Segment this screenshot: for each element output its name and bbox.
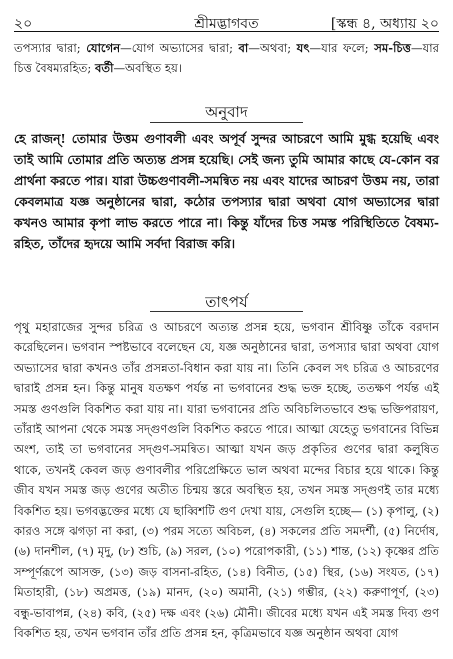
chapter-reference: [স্কন্ধ ৪, অধ্যায় ২০ [330, 16, 439, 32]
sanskrit-term: যোগেন [86, 41, 121, 55]
term-meaning: —অথবা; [248, 41, 297, 55]
term-meaning: —যার ফলে; [309, 41, 375, 55]
translation-text: হে রাজন্! তোমার উত্তম গুণাবলী এবং অপূর্ব সুন্দর আচরণে আমি মুগ্ধ হয়েছি এবং তাই আমি তোমার প্রতি অত্যন্ত প্রসন্ন হয়েছি। সেই জন্য তুমি আমার কাছে যে-কোন বর প্রার্থনা করতে পার। যারা উচ্চগুণাবলী-সমন্বিত নয় এবং যাদের আচরণ উত্তম নয়, তারা কেবলমাত্র যজ্ঞ অনুষ্ঠানের দ্বারা, কঠোর তপস্যার দ্বারা অথবা যোগ অভ্যাসের দ্বারা কখনও আমার কৃপা লাভ করতে পারে না। কিন্তু যাঁদের চিত্ত সমস্ত পরিস্থিতিতে বৈষম্য-রহিত, তাঁদের হৃদয়ে আমি সর্বদা বিরাজ করি। [14, 131, 439, 251]
translation-title: অনুবাদ [205, 103, 248, 121]
sanskrit-term: যৎ [296, 41, 310, 55]
term-meaning: —অবস্থিত হয়। [113, 61, 182, 75]
term-meaning: —যার চিত্ত বৈষম্যরহিত; [14, 41, 439, 75]
sanskrit-term: বা [238, 41, 249, 55]
word-meanings [14, 38, 439, 78]
page-number: ২০ [14, 16, 33, 32]
term-meaning: তপস্যার দ্বারা; [14, 41, 87, 55]
purport-title-underline [150, 311, 303, 312]
book-title: শ্রীমদ্ভাগবত [194, 16, 259, 32]
header-rule [14, 31, 439, 32]
translation-title-underline [150, 122, 303, 123]
purport-text: পৃথু মহারাজের সুন্দর চরিত্র ও আচরণে অত্যন্ত প্রসন্ন হয়ে, ভগবান শ্রীবিষ্ণু তাঁকে বরদান করেছিলেন। ভগবান স্পষ্টভাবে বলেছেন যে, যজ্ঞ অনুষ্ঠানের দ্বারা, তপস্যার দ্বারা অথবা যোগ অভ্যাসের দ্বারা কখনও তাঁর প্রসন্নতা-বিধান করা যায় না। তিনি কেবল সৎ চরিত্র ও আচরণের দ্বারাই প্রসন্ন হন। কিন্তু মানুষ যতক্ষণ পর্যন্ত না ভগবানের শুদ্ধ ভক্ত হচ্ছে, ততক্ষণ পর্যন্ত এই সমস্ত গুণগুলি বিকশিত করা যায় না। যারা ভগবানের প্রতি অবিচলিতভাবে শুদ্ধ ভক্তিপরায়ণ, তাঁরাই আপনা থেকে সমস্ত সদ্‌গুণগুলি বিকশিত করতে পারে। আত্মা যেহেতু ভগবানের বিভিন্ন অংশ, তাই তা ভগবানের সদ্‌গুণ-সমন্বিত। আত্মা যখন জড় প্রকৃতির গুণের দ্বারা কলুষিত থাকে, তখনই কেবল জড় গুণাবলীর পরিপ্রেক্ষিতে ভাল অথবা মন্দের বিচার হয়ে থাকে। কিন্তু জীব যখন সমস্ত জড় গুণের অতীত চিন্ময় স্তরে অবস্থিত হয়, তখন সমস্ত সদ্‌গুণই তার মধ্যে বিকশিত হয়। ভগবদ্ভক্তের মধ্যে যে ছাব্বিশটি গুণ দেখা যায়, সেগুলি হচ্ছে— (১) কৃপালু, (২) কারও সঙ্গে ঝগড়া না করা, (৩) পরম সত্যে অবিচল, (৪) সকলের প্রতি সমদর্শী, (৫) নির্দোষ, (৬) দানশীল, (৭) মৃদু, (৮) শুচি, (৯) সরল, (১০) পরোপকারী, (১১) শান্ত, (১২) কৃষ্ণের প্রতি সম্পূর্ণরূপে আসক্ত, (১৩) জড় বাসনা-রহিত, (১৪) বিনীত, (১৫) স্থির, (১৬) সংযত, (১৭) মিতাহারী, (১৮) অপ্রমত্ত, (১৯) মানদ, (২০) অমানী, (২১) গম্ভীর, (২২) করুণাপূর্ণ, (২৩) বন্ধু-ভাবাপন্ন, (২৪) কবি, (২৫) দক্ষ এবং (২৬) মৌনী। জীবের মধ্যে যখন এই সমস্ত দিব্য গুণ বিকশিত হয়, তখন ভগবান তাঁর প্রতি প্রসন্ন হন, কৃত্রিমভাবে যজ্ঞ অনুষ্ঠান অথবা যোগ [14, 320, 439, 641]
page-header [14, 12, 439, 32]
sanskrit-term: বর্তী [94, 61, 114, 75]
sanskrit-term: সম-চিত্ত [374, 41, 411, 55]
purport-title: তাৎপর্য [205, 293, 248, 311]
term-meaning: —যোগ অভ্যাসের দ্বারা; [120, 41, 239, 55]
